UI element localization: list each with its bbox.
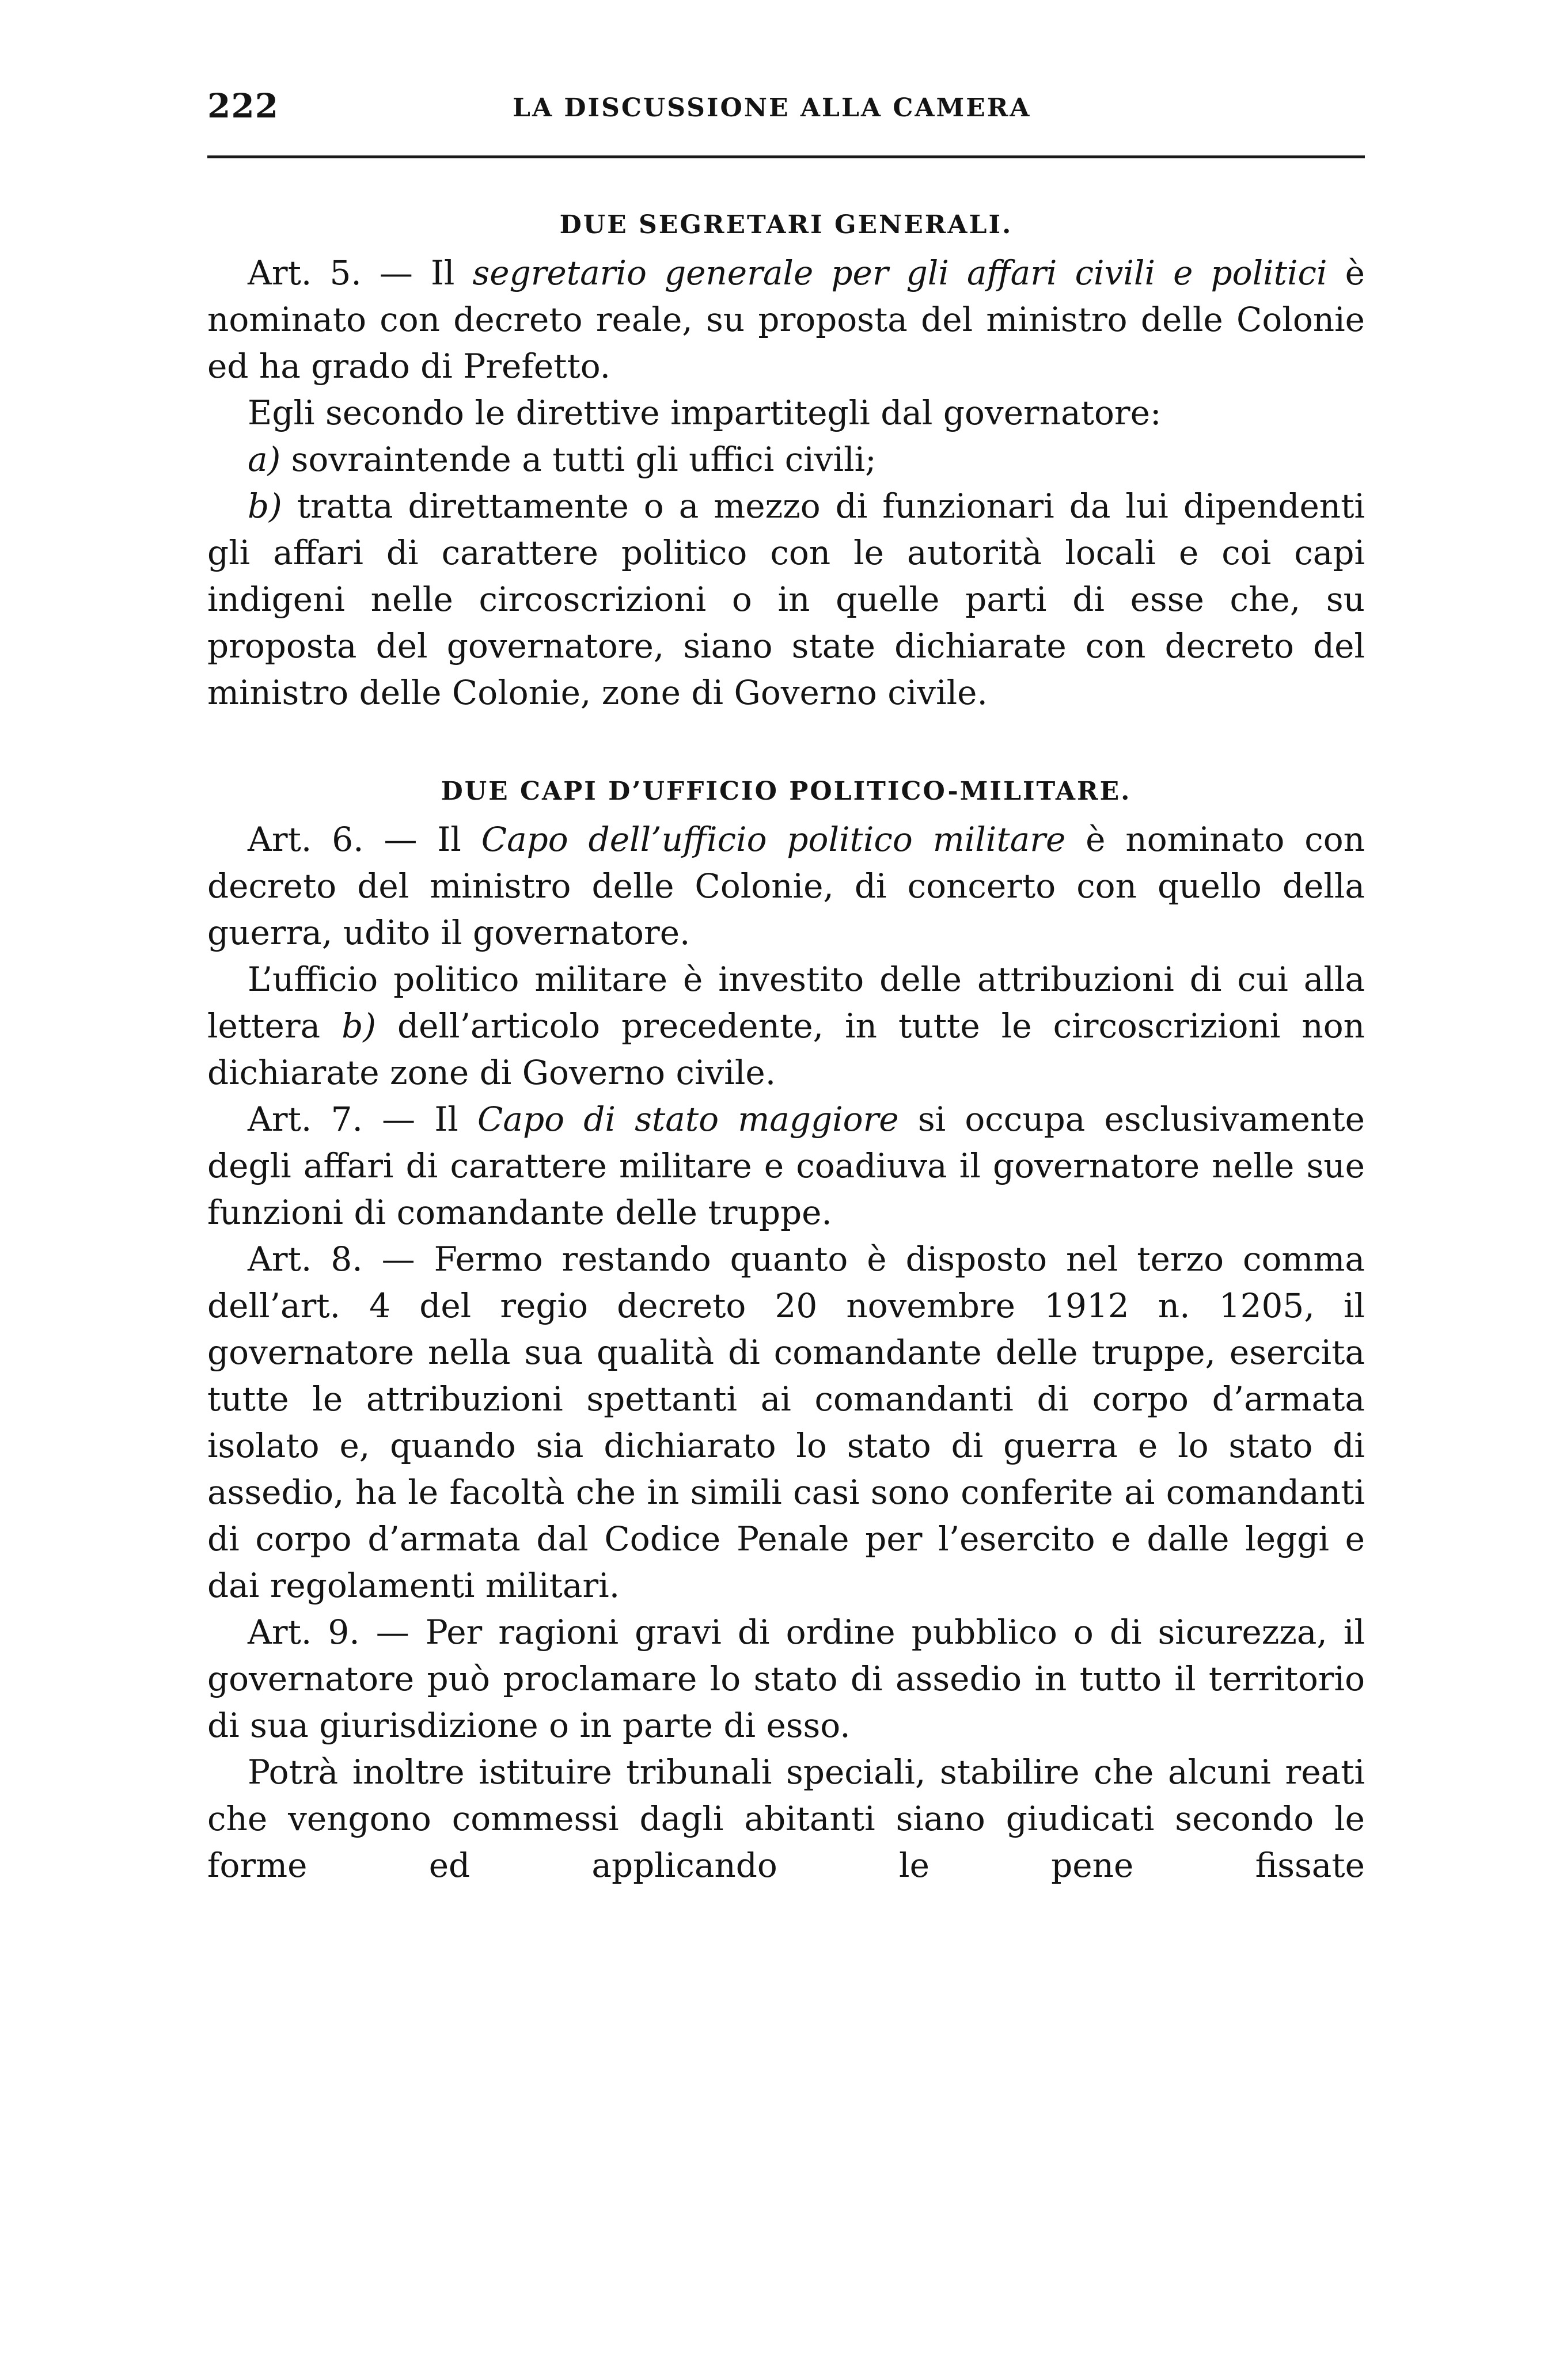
paragraph-art-8: Art. 8. — Fermo restando quanto è disposto nel terzo comma dell’art. 4 del regio decreto 20 novembre 1912 n. 1205, il governatore nella sua qualità di comandante delle truppe, esercita tutte le attribuzioni spettanti ai comandanti di corpo d’armata isolato e, quando sia dichiarato lo stato di guerra e lo stato di assedio, ha le facoltà che in simili casi sono conferite ai comandanti di corpo d’armata dal Codice Penale per l’esercito e dalle leggi e dai regolamenti militari. bbox=[207, 1240, 1365, 1605]
art-6-lead: Art. 6. — Il bbox=[248, 820, 481, 859]
paragraph-art-7 bbox=[207, 1096, 1365, 1236]
art-5-rest: è nominato con decreto reale, su proposta del ministro delle Colonie ed ha grado di Prefetto. bbox=[207, 253, 1365, 386]
list-item-b bbox=[207, 483, 1365, 716]
running-title: LA DISCUSSIONE ALLA CAMERA bbox=[513, 93, 1031, 123]
list-marker-b: b) bbox=[248, 486, 282, 526]
art-5-italic: segretario generale per gli affari civili e politici bbox=[472, 253, 1327, 292]
paragraph-art-5 bbox=[207, 250, 1365, 390]
section-heading-capi: DUE CAPI D’UFFICIO POLITICO-MILITARE. bbox=[441, 777, 1132, 806]
paragraph-ufficio bbox=[207, 956, 1365, 1096]
ufficio-pre: L’ufficio politico militare è investito delle attribuzioni di cui alla lettera bbox=[207, 960, 1365, 1045]
running-head bbox=[207, 81, 1365, 150]
art-6-rest: è nominato con decreto del ministro delle Colonie, di concerto con quello della guerra, udito il governatore. bbox=[207, 820, 1365, 952]
list-item-a bbox=[207, 436, 1365, 483]
document-page bbox=[207, 81, 1365, 1889]
ufficio-italic: b) bbox=[342, 1006, 376, 1045]
art-7-lead: Art. 7. — Il bbox=[248, 1100, 478, 1139]
art-5-lead: Art. 5. — Il bbox=[248, 253, 473, 292]
section-heading-segretari: DUE SEGRETARI GENERALI. bbox=[559, 210, 1013, 239]
paragraph-art-9: Art. 9. — Per ragioni gravi di ordine pubblico o di sicurezza, il governatore può proclamare lo stato di assedio in tutto il territorio di sua giurisdizione o in parte di esso. bbox=[207, 1613, 1365, 1745]
art-7-italic: Capo di stato maggiore bbox=[477, 1100, 899, 1139]
ufficio-rest: dell’articolo precedente, in tutte le circoscrizioni non dichiarate zone di Governo civile. bbox=[207, 1006, 1365, 1092]
header-rule bbox=[207, 155, 1365, 158]
list-text-b: tratta direttamente o a mezzo di funzionari da lui dipendenti gli affari di carattere politico con le autorità locali e coi capi indigeni nelle circoscrizioni o in quelle parti di esse che, su proposta del governatore, siano state dichiarate con decreto del ministro delle Colonie, zone di Governo civile. bbox=[207, 486, 1365, 712]
list-marker-a: a) bbox=[248, 440, 281, 479]
paragraph-egli: Egli secondo le direttive impartitegli dal governatore: bbox=[248, 393, 1162, 432]
paragraph-art-6 bbox=[207, 816, 1365, 956]
page-number: 222 bbox=[207, 86, 279, 126]
art-6-italic: Capo dell’ufficio politico militare bbox=[481, 820, 1066, 859]
paragraph-potra: Potrà inoltre istituire tribunali speciali, stabilire che alcuni reati che vengono commessi dagli abitanti siano giudicati secondo le forme ed applicando le pene fissate bbox=[207, 1752, 1365, 1885]
art-7-rest: si occupa esclusivamente degli affari di carattere militare e coadiuva il governatore nelle sue funzioni di comandante delle truppe. bbox=[207, 1100, 1365, 1232]
list-text-a: sovraintende a tutti gli uffici civili; bbox=[280, 440, 877, 479]
